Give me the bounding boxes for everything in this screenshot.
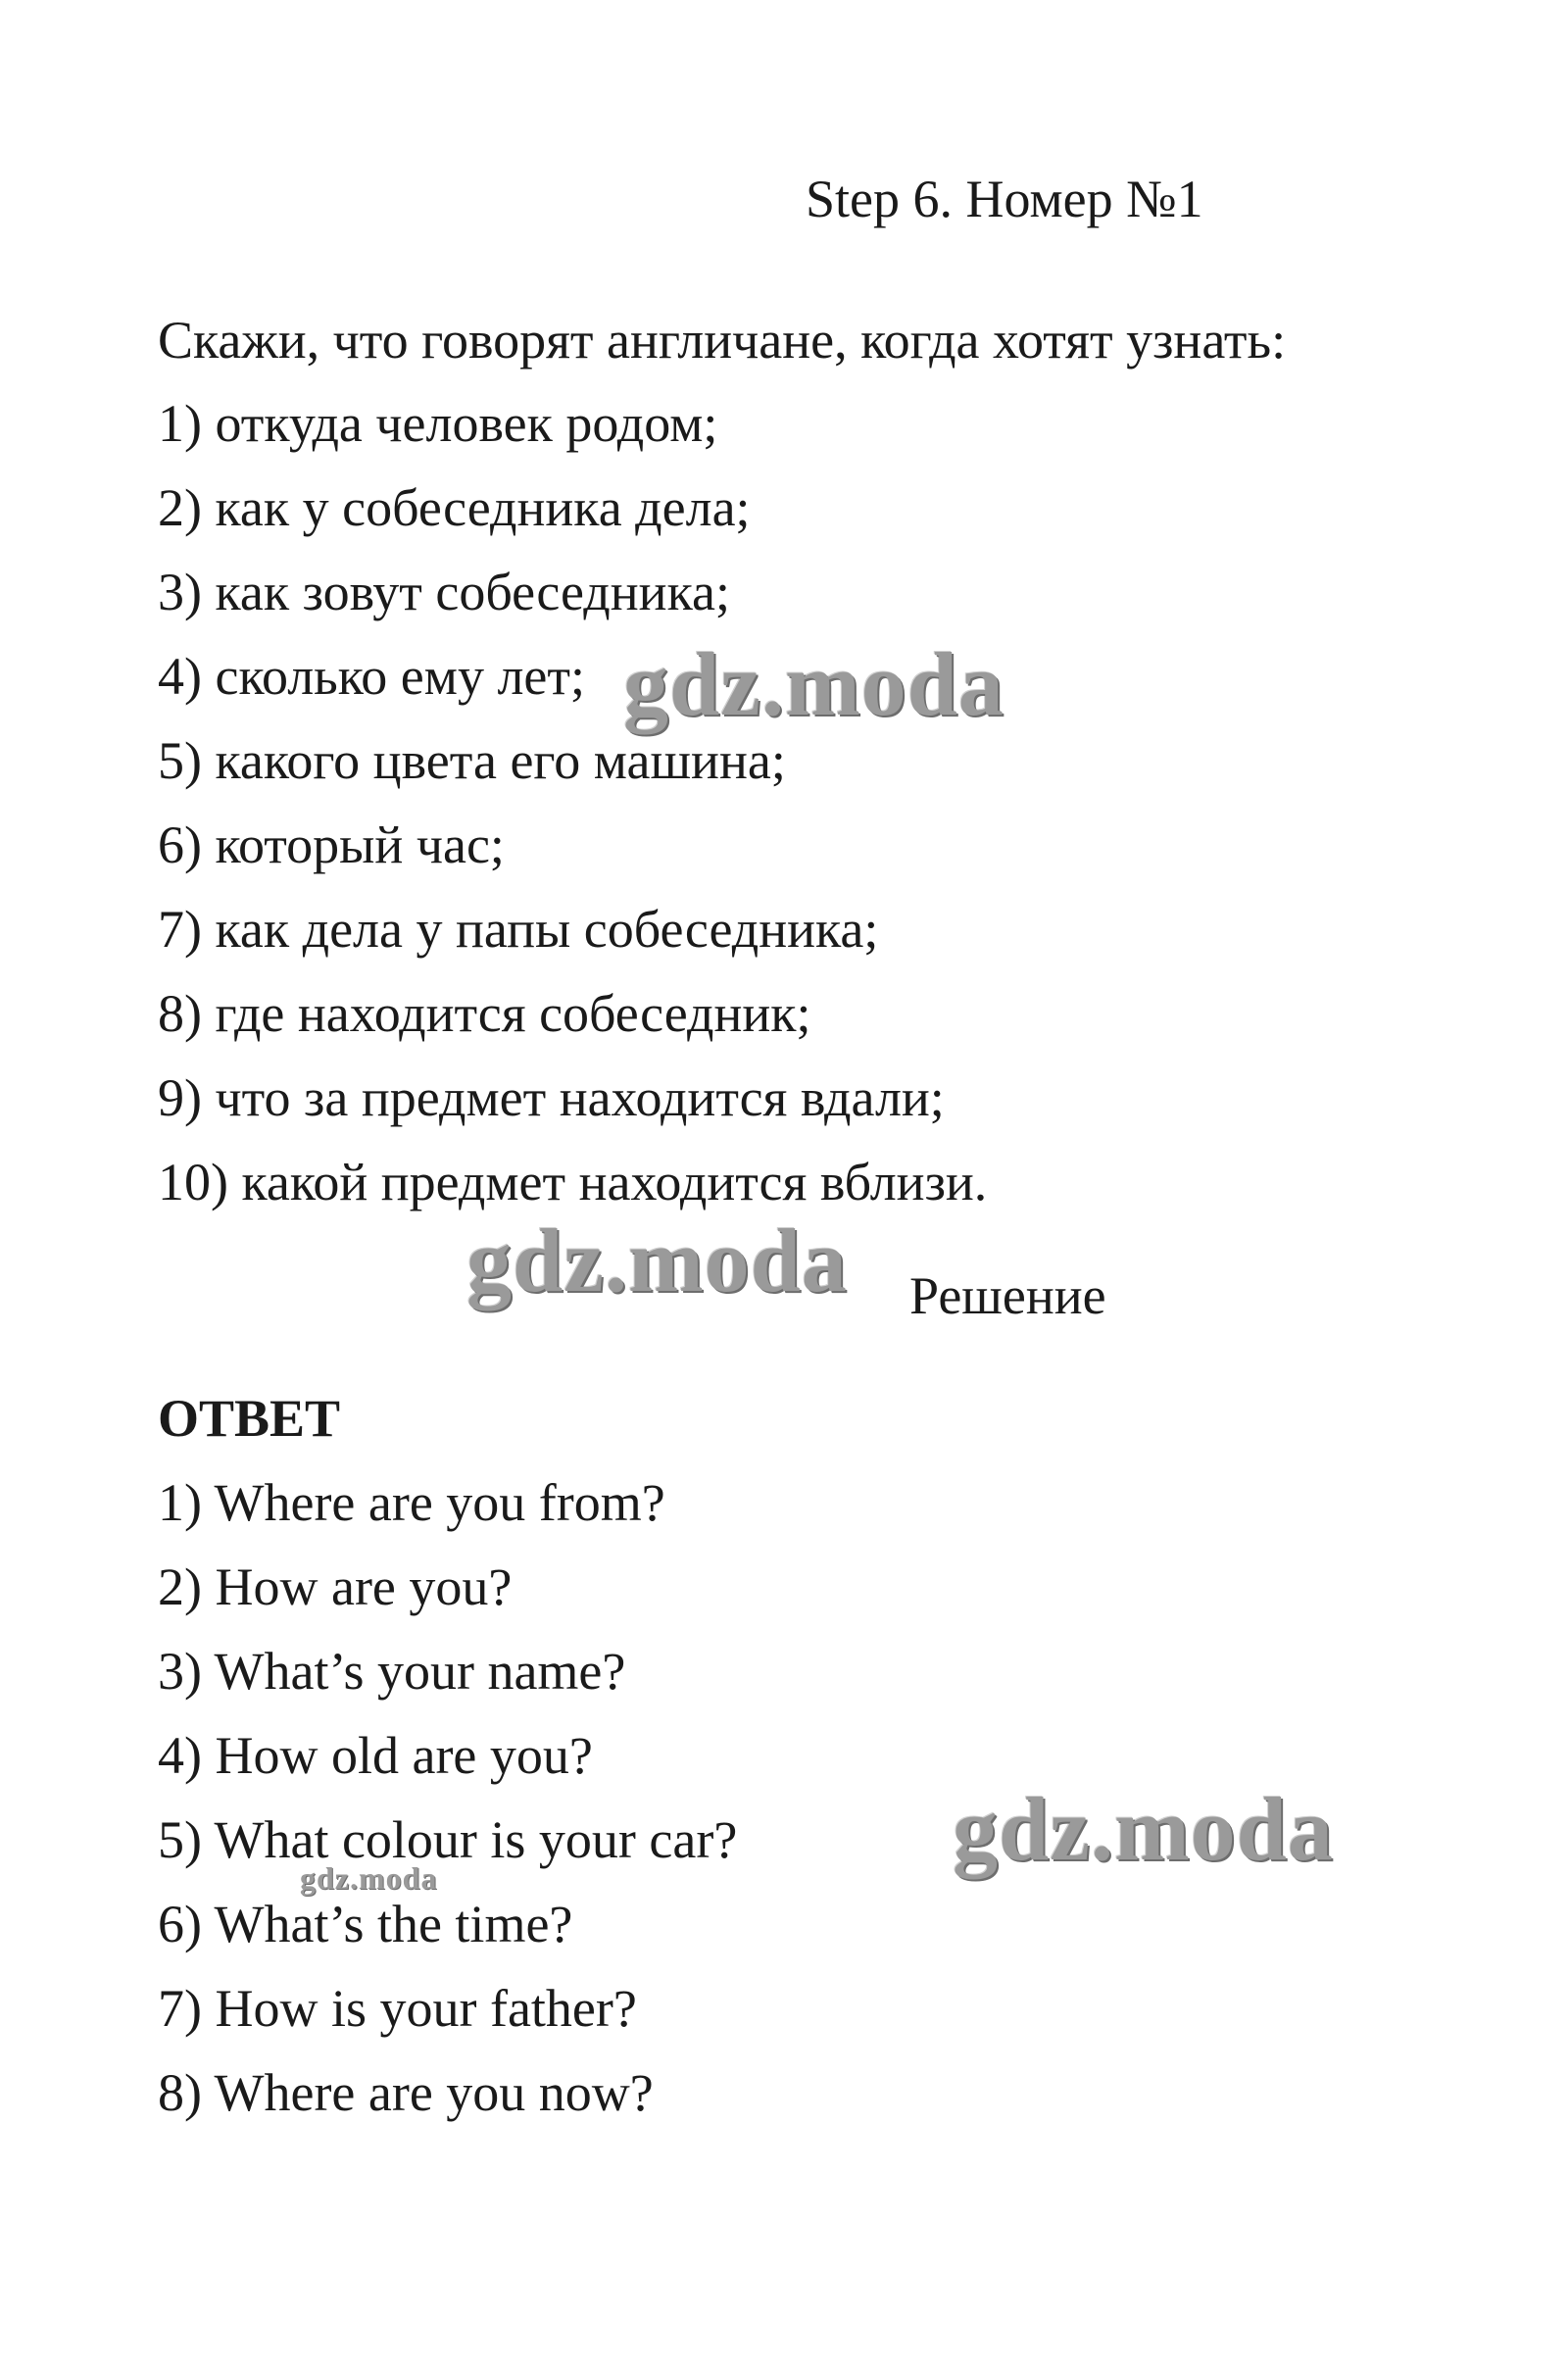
answer-item: 4) How old are you?: [158, 1726, 593, 1785]
task-item: 6) который час;: [158, 815, 505, 874]
answer-item: 5) What colour is your car?: [158, 1810, 738, 1869]
page-title: Step 6. Номер №1: [806, 170, 1203, 228]
task-item: 9) что за предмет находится вдали;: [158, 1068, 945, 1127]
task-item: 2) как у собеседника дела;: [158, 478, 751, 537]
watermark-logo: gdz.moda: [466, 1210, 848, 1310]
task-item: 3) как зовут собеседника;: [158, 563, 730, 621]
answer-item: 1) Where are you from?: [158, 1473, 665, 1532]
watermark-logo-small: gdz.moda: [300, 1860, 438, 1896]
task-item: 5) какого цвета его машина;: [158, 731, 786, 790]
watermark-logo: gdz.moda: [953, 1779, 1334, 1879]
task-prompt: Скажи, что говорят англичане, когда хотят узнать:: [158, 311, 1287, 370]
answer-item: 8) Where are you now?: [158, 2063, 654, 2122]
answer-item: 3) What’s your name?: [158, 1642, 626, 1701]
answer-heading: ОТВЕТ: [158, 1389, 341, 1448]
task-item: 7) как дела у папы собеседника;: [158, 900, 879, 959]
task-item: 1) откуда человек родом;: [158, 394, 718, 453]
solution-label: Решение: [909, 1266, 1106, 1325]
answer-item: 6) What’s the time?: [158, 1895, 573, 1953]
answer-item: 7) How is your father?: [158, 1979, 637, 2038]
task-item: 8) где находится собеседник;: [158, 984, 811, 1043]
watermark-logo: gdz.moda: [623, 634, 1004, 734]
answer-item: 2) How are you?: [158, 1557, 513, 1616]
task-item: 4) сколько ему лет;: [158, 647, 585, 706]
task-item: 10) какой предмет находится вблизи.: [158, 1153, 988, 1211]
